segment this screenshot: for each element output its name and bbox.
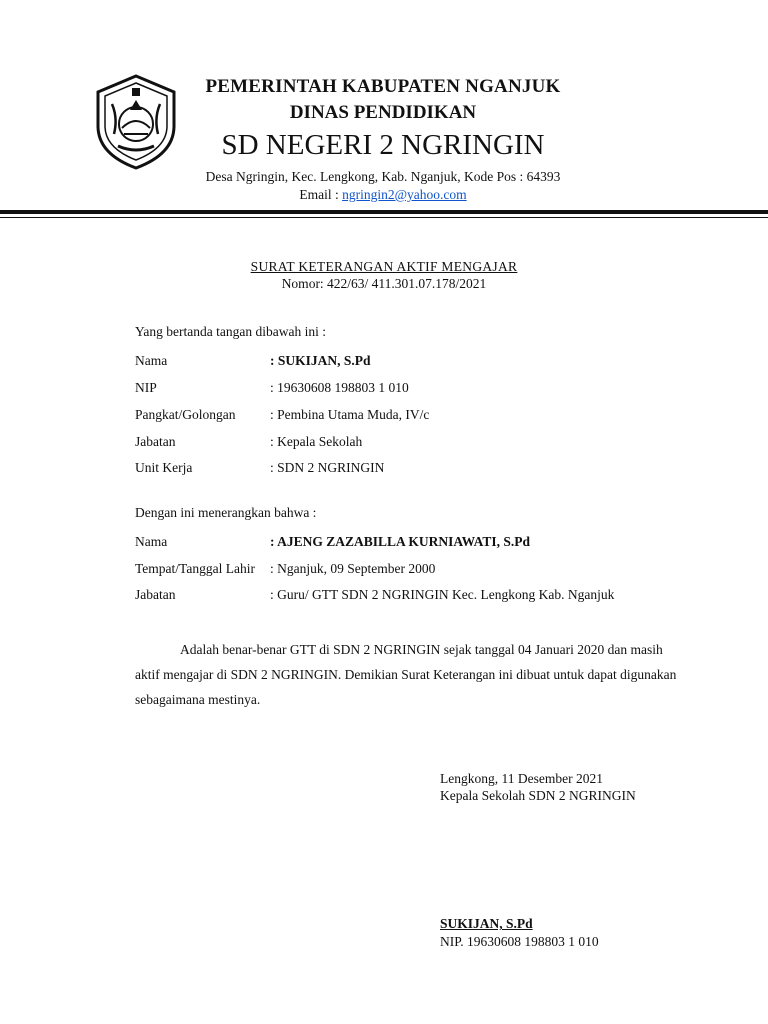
row-label: Jabatan bbox=[135, 587, 176, 602]
row-label: Pangkat/Golongan bbox=[135, 407, 236, 422]
signature-name: SUKIJAN, S.Pd bbox=[440, 916, 533, 931]
row-value: : SDN 2 NGRINGIN bbox=[270, 460, 385, 475]
row-value: : Pembina Utama Muda, IV/c bbox=[270, 407, 430, 422]
letter-heading: SURAT KETERANGAN AKTIF MENGAJAR bbox=[250, 259, 518, 274]
email-label: Email : bbox=[299, 187, 343, 202]
statement-paragraph: Adalah benar-benar GTT di SDN 2 NGRINGIN sejak tanggal 04 Januari 2020 dan masih aktif mengajar di SDN 2 NGRINGIN. Demikian Surat Keterangan ini dibuat untuk dapat digunakan sebagaimana mestinya. bbox=[135, 642, 677, 707]
letter-number: Nomor: 422/63/ 411.301.07.178/2021 bbox=[281, 276, 487, 291]
row-value: : AJENG ZAZABILLA KURNIAWATI, S.Pd bbox=[270, 534, 531, 549]
signer-intro: Yang bertanda tangan dibawah ini : bbox=[135, 324, 326, 339]
row-value: : SUKIJAN, S.Pd bbox=[270, 353, 371, 368]
row-label: NIP bbox=[135, 380, 157, 395]
signature-nip: NIP. 19630608 198803 1 010 bbox=[440, 934, 599, 949]
row-value: : 19630608 198803 1 010 bbox=[270, 380, 409, 395]
signature-position: Kepala Sekolah SDN 2 NGRINGIN bbox=[440, 788, 636, 803]
row-value: : Guru/ GTT SDN 2 NGRINGIN Kec. Lengkong Kab. Nganjuk bbox=[270, 587, 615, 602]
letter-title bbox=[0, 258, 768, 292]
row-label: Jabatan bbox=[135, 434, 176, 449]
row-value: : Kepala Sekolah bbox=[270, 434, 363, 449]
row-label: Tempat/Tanggal Lahir bbox=[135, 561, 255, 576]
school-address: Desa Ngringin, Kec. Lengkong, Kab. Nganjuk, Kode Pos : 64393 bbox=[205, 169, 561, 184]
letterhead-divider-thick bbox=[0, 210, 768, 214]
signature-place-date: Lengkong, 11 Desember 2021 bbox=[440, 771, 603, 786]
letterhead-divider-thin bbox=[0, 217, 768, 218]
row-label: Unit Kerja bbox=[135, 460, 193, 475]
department-name: DINAS PENDIDIKAN bbox=[289, 102, 477, 123]
email-line bbox=[150, 186, 616, 203]
row-label: Nama bbox=[135, 353, 168, 368]
row-value: : Nganjuk, 09 September 2000 bbox=[270, 561, 436, 576]
school-name: SD NEGERI 2 NGRINGIN bbox=[221, 129, 545, 161]
email-link[interactable]: ngringin2@yahoo.com bbox=[342, 187, 467, 202]
letterhead bbox=[150, 74, 616, 203]
subject-intro: Dengan ini menerangkan bahwa : bbox=[135, 505, 317, 520]
row-label: Nama bbox=[135, 534, 168, 549]
government-name: PEMERINTAH KABUPATEN NGANJUK bbox=[205, 76, 561, 97]
